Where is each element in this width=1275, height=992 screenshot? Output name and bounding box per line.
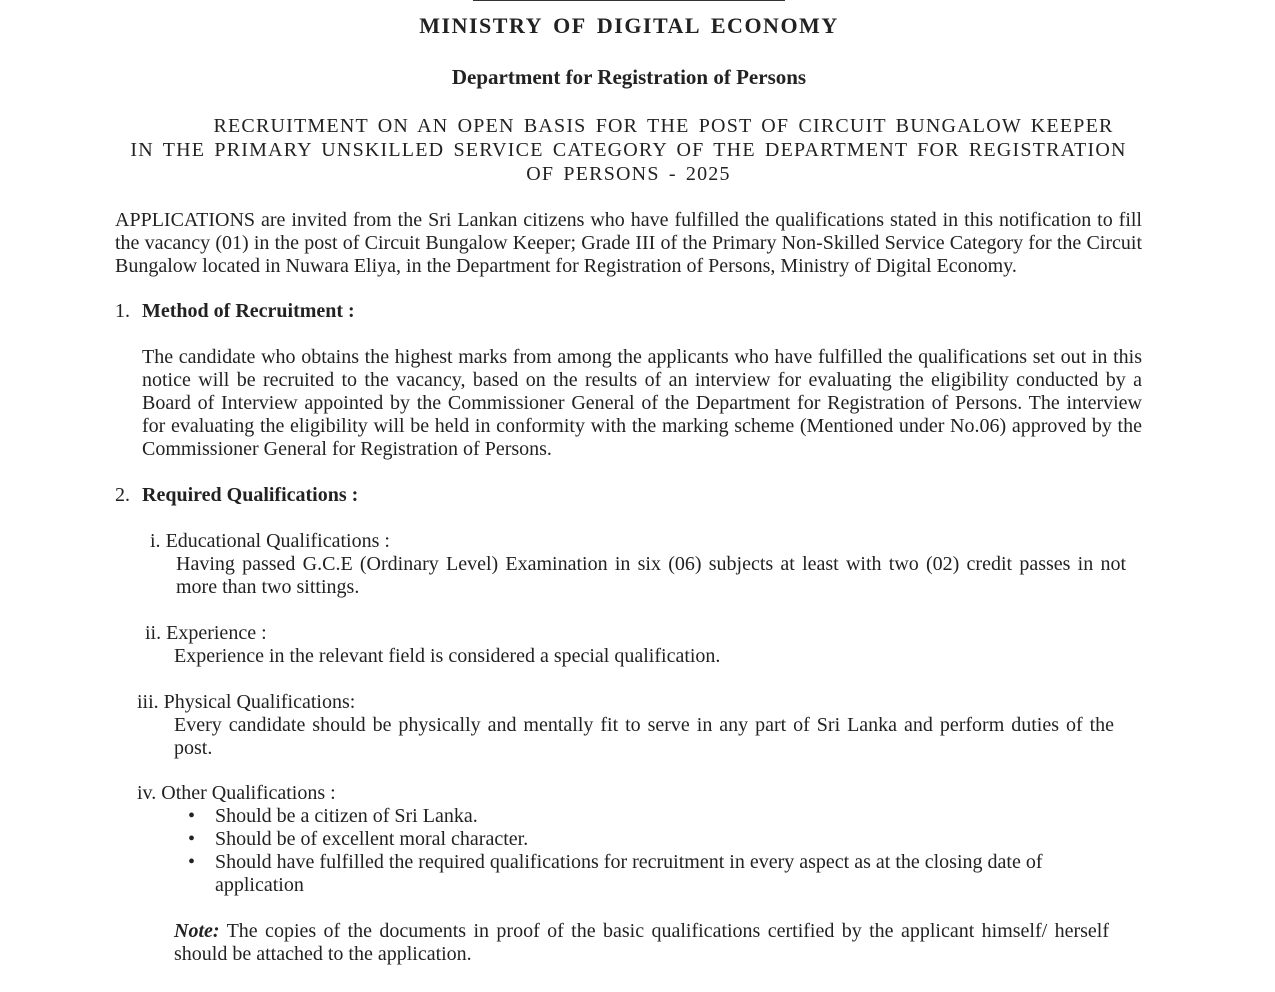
list-item-text: Should be of excellent moral character.	[215, 828, 529, 850]
other-qualifications-list	[188, 805, 1088, 897]
intro-paragraph: APPLICATIONS are invited from the Sri Lankan citizens who have fulfilled the qualifications stated in this notification to fill the vacancy (01) in the post of Circuit Bungalow Keeper; Grade III of the Primary Non-Skilled Service Category for the Circuit Bungalow located in Nuwara Eliya, in the Department for Registration of Persons, Ministry of Digital Economy.	[115, 209, 1142, 277]
sub-iii-heading	[137, 691, 355, 714]
list-item	[188, 805, 1088, 828]
list-item-text: Should be a citizen of Sri Lanka.	[215, 805, 478, 827]
section-2-number: 2.	[115, 484, 130, 506]
recruitment-title	[115, 114, 1142, 186]
top-rule	[473, 0, 785, 1]
section-1-number: 1.	[115, 300, 130, 322]
note-text: The copies of the documents in proof of the basic qualifications certified by the applicant himself/ herself should be attached to the application.	[174, 920, 1109, 965]
note-label: Note:	[174, 920, 220, 942]
section-1-heading	[115, 300, 355, 323]
sub-i-body: Having passed G.C.E (Ordinary Level) Examination in six (06) subjects at least with two (02) credit passes in not more than two sittings.	[176, 553, 1126, 598]
sub-ii-title: Experience :	[166, 622, 267, 644]
sub-ii-roman: ii.	[145, 622, 162, 644]
sub-iv-title: Other Qualifications :	[161, 782, 336, 804]
section-1-body: The candidate who obtains the highest marks from among the applicants who have fulfilled the qualifications set out in this notice will be recruited to the vacancy, based on the results of an interview for evaluating the eligibility conducted by a Board of Interview appointed by the Commissioner General of the Department for Registration of Persons. The interview for evaluating the eligibility will be held in conformity with the marking scheme (Mentioned under No.06) approved by the Commissioner General for Registration of Persons.	[142, 346, 1142, 460]
section-1-title: Method of Recruitment :	[142, 300, 355, 322]
sub-i-roman: i.	[150, 530, 161, 552]
title-line-1: RECRUITMENT ON AN OPEN BASIS FOR THE POST OF CIRCUIT BUNGALOW KEEPER	[213, 115, 1114, 137]
sub-iv-heading	[137, 782, 336, 805]
title-line-2: IN THE PRIMARY UNSKILLED SERVICE CATEGORY OF THE DEPARTMENT FOR REGISTRATION	[130, 139, 1127, 161]
sub-iii-title: Physical Qualifications:	[163, 691, 356, 713]
section-2-title: Required Qualifications :	[142, 484, 359, 506]
list-item	[188, 851, 1088, 897]
department-heading: Department for Registration of Persons	[451, 65, 807, 89]
sub-i-heading	[150, 530, 390, 553]
section-2-heading	[115, 484, 358, 507]
sub-iv-roman: iv.	[137, 782, 157, 804]
sub-ii-body: Experience in the relevant field is considered a special qualification.	[174, 645, 721, 667]
bullet-icon: •	[188, 805, 196, 827]
sub-ii-heading	[145, 622, 267, 645]
list-item-text: Should have fulfilled the required qualifications for recruitment in every aspect as at the closing date of application	[215, 851, 1043, 896]
ministry-heading: MINISTRY OF DIGITAL ECONOMY	[419, 13, 839, 38]
sub-iii-body: Every candidate should be physically and mentally fit to serve in any part of Sri Lanka and perform duties of the post.	[174, 714, 1114, 759]
bullet-icon: •	[188, 851, 196, 873]
bullet-icon: •	[188, 828, 196, 850]
sub-i-title: Educational Qualifications :	[165, 530, 390, 552]
list-item	[188, 828, 1088, 851]
note-paragraph	[174, 920, 1109, 966]
sub-iii-roman: iii.	[137, 691, 159, 713]
title-line-3: OF PERSONS - 2025	[526, 163, 731, 185]
